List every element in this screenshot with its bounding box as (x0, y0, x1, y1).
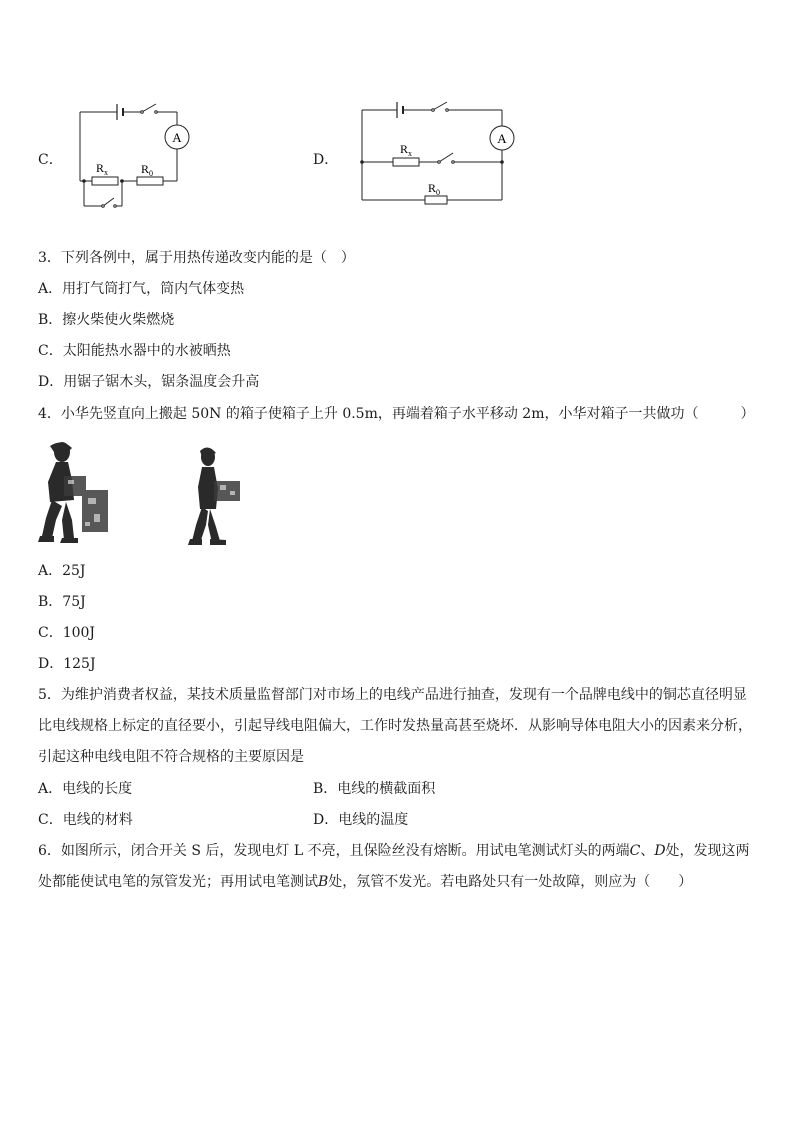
ammeter-label: A (497, 131, 507, 146)
switch-blade (142, 104, 156, 112)
resistor-r0 (425, 196, 447, 204)
q3-option-c: C．太阳能热水器中的水被晒热 (38, 343, 231, 359)
circuit-diagram-c (70, 96, 200, 214)
question-4-stem: 4．小华先竖直向上搬起 50N 的箱子使箱子上升 0.5m，再端着箱子水平移动 2m，小华对箱子一共做功（ ） (38, 406, 755, 422)
q4-option-b: B．75J (38, 594, 86, 610)
resistor-rx (393, 158, 419, 166)
q4-option-c: C．100J (38, 625, 96, 641)
resistor-r0 (137, 177, 163, 185)
q5-option-d: D．电线的温度 (313, 812, 409, 828)
q5-option-b: B．电线的横截面积 (313, 781, 436, 797)
question-5-stem: 5．为维护消费者权益，某技术质量监督部门对市场上的电线产品进行抽查，发现有一个品牌电线中的铜芯直径明显比电线规格上标定的直径要小，引起导线电阻偏大，工作时发热量高甚至烧坏．从影响导体电阻大小的因素来分析，引起这种电线电阻不符合规格的主要原因是 (38, 687, 752, 765)
resistor-rx (92, 177, 118, 185)
q4-option-a: A．25J (38, 563, 86, 579)
q3-option-a: A．用打气筒打气，筒内气体变热 (38, 281, 245, 297)
q4-option-d: D．125J (38, 656, 96, 672)
q5-option-a: A．电线的长度 (38, 781, 133, 797)
question-3-stem: 3．下列各例中，属于用热传递改变内能的是（ ） (38, 250, 355, 266)
circuit-diagram-d (355, 96, 515, 208)
rx-label: $R_x$ (400, 142, 413, 158)
person-lifting-box-figure (38, 440, 113, 545)
rx-bypass-switch-blade (103, 198, 114, 206)
rx-label: $R_x$ (96, 161, 109, 177)
q3-option-b: B．擦火柴使火柴燃烧 (38, 312, 175, 328)
option-d-label: D． (313, 152, 339, 168)
r0-label: $R_0$ (141, 162, 154, 178)
q5-option-c: C．电线的材料 (38, 812, 133, 828)
person-carrying-box-figure (186, 445, 246, 547)
question-6-stem: 6．如图所示，闭合开关 S 后，发现电灯 L 不亮，且保险丝没有熔断。用试电笔测试灯头的两端C、D处，发现这两处都能使试电笔的氖管发光；再用试电笔测试B处，氖管不发光。若电路处只有一处故障，则应为（ ） (38, 843, 750, 890)
ammeter-label: A (172, 130, 182, 145)
q3-option-d: D．用锯子锯木头，锯条温度会升高 (38, 374, 260, 390)
option-c-label: C． (38, 152, 63, 168)
r0-label: $R_0$ (428, 181, 441, 197)
